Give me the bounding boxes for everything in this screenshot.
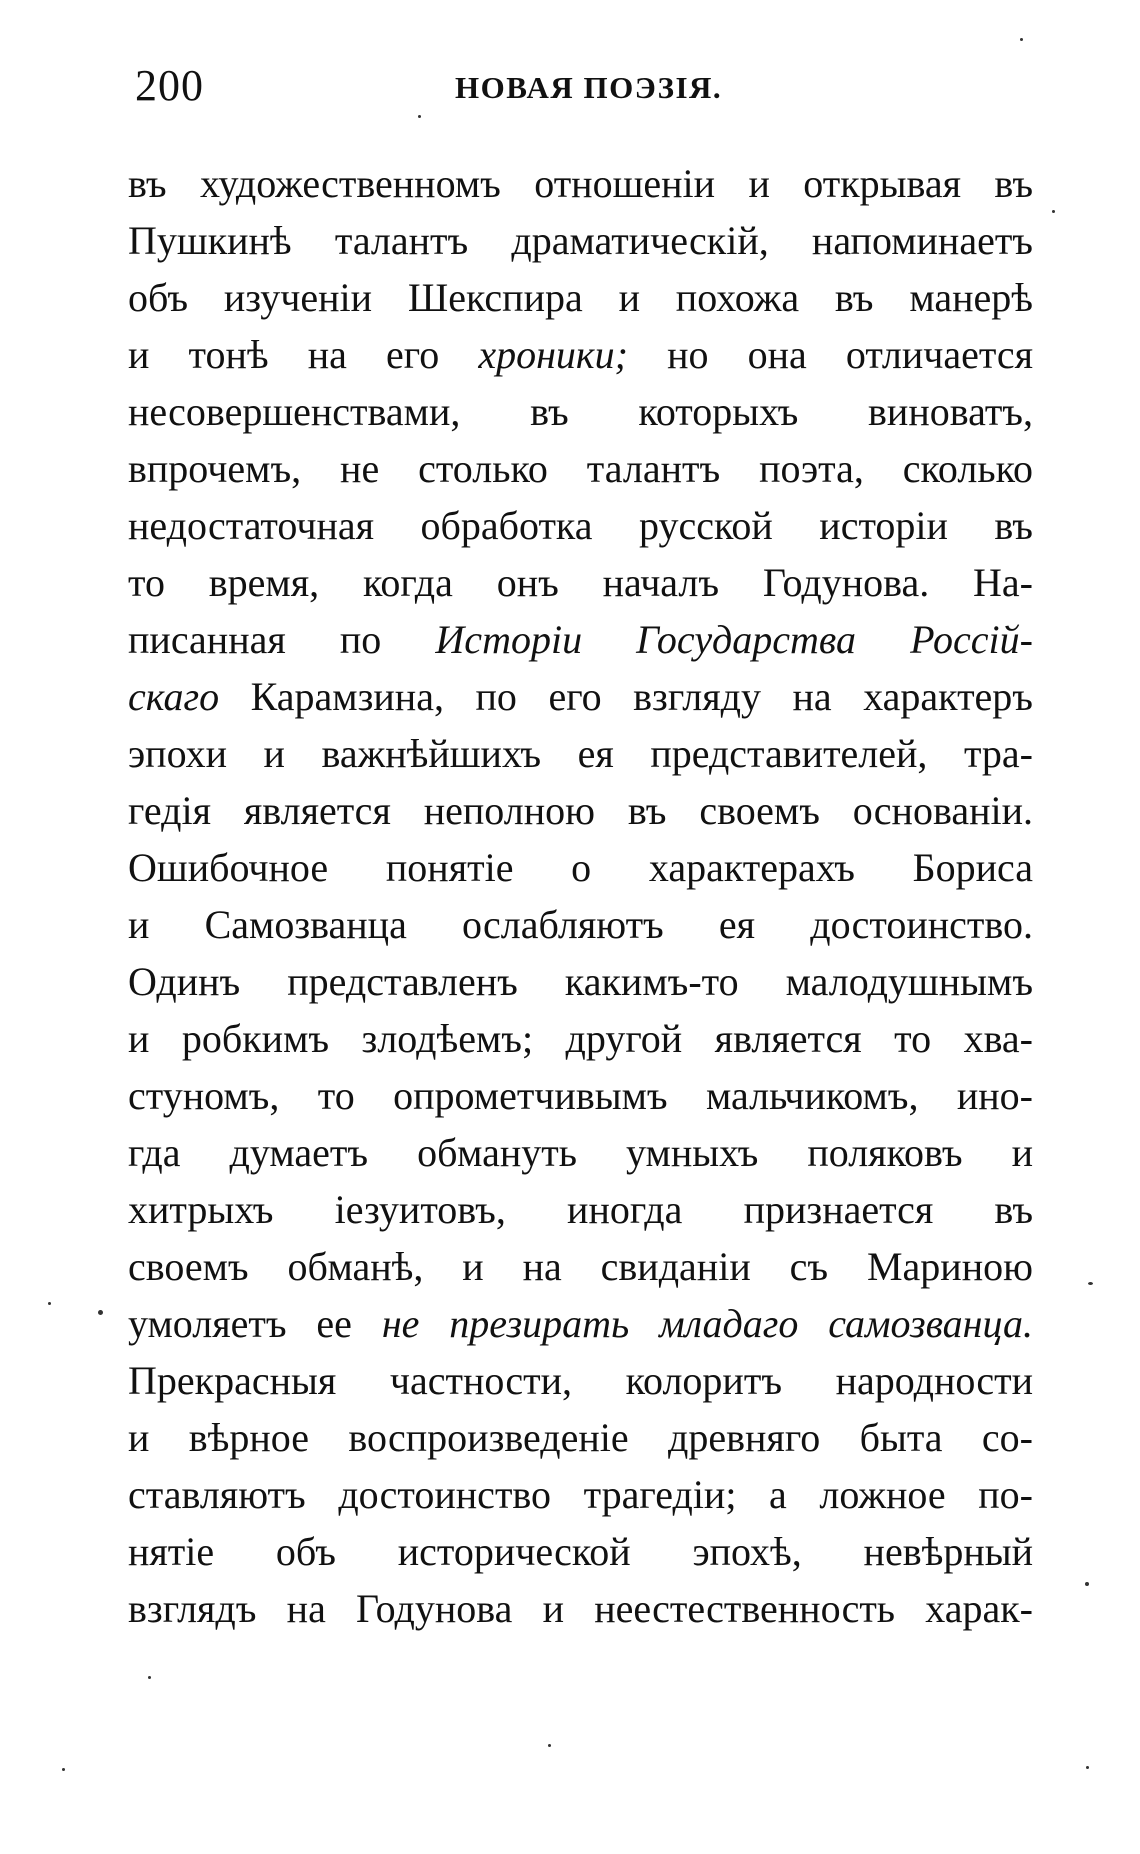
text-segment: стуномъ, то опрометчивымъ мальчикомъ, ино- — [128, 1073, 1033, 1118]
scan-speck — [1020, 38, 1023, 41]
body-text — [128, 155, 1033, 1637]
text-segment: объ изученiи Шекспира и похожа въ манерѣ — [128, 275, 1033, 320]
text-line — [128, 668, 1033, 725]
scan-speck — [548, 1744, 551, 1747]
text-segment: и робкимъ злодѣемъ; другой является то хва- — [128, 1016, 1033, 1061]
text-line — [128, 1466, 1033, 1523]
text-segment: Пушкинѣ талантъ драматическiй, напоминаетъ — [128, 218, 1033, 263]
text-line — [128, 1352, 1033, 1409]
scan-speck — [98, 1310, 103, 1315]
text-line — [128, 383, 1033, 440]
italic-text: Исторiи Государства Россiй- — [435, 617, 1033, 662]
text-line — [128, 782, 1033, 839]
running-title: НОВАЯ ПОЭЗІЯ. — [455, 70, 723, 105]
text-segment: Одинъ представленъ какимъ-то малодушнымъ — [128, 959, 1033, 1004]
text-line — [128, 839, 1033, 896]
text-segment: недостаточная обработка русской исторiи въ — [128, 503, 1033, 548]
italic-text: скаго — [128, 674, 220, 719]
text-line — [128, 554, 1033, 611]
text-line — [128, 1295, 1033, 1352]
text-line — [128, 725, 1033, 782]
text-segment: несовершенствами, въ которыхъ виноватъ, — [128, 389, 1033, 434]
text-line — [128, 269, 1033, 326]
text-line — [128, 1067, 1033, 1124]
scan-speck — [1085, 1582, 1089, 1586]
text-segment: то время, когда онъ началъ Годунова. На- — [128, 560, 1033, 605]
text-segment: хитрыхъ iезуитовъ, иногда признается въ — [128, 1187, 1033, 1232]
scan-speck — [1086, 1766, 1089, 1769]
text-line — [128, 155, 1033, 212]
page-header — [130, 60, 1030, 120]
text-segment: нятiе объ исторической эпохѣ, невѣрный — [128, 1529, 1033, 1574]
text-line — [128, 611, 1033, 668]
scan-speck — [1088, 1282, 1093, 1285]
text-line — [128, 1523, 1033, 1580]
text-line — [128, 1181, 1033, 1238]
text-segment: взглядъ на Годунова и неестественность харак- — [128, 1586, 1033, 1631]
text-segment: впрочемъ, не столько талантъ поэта, сколько — [128, 446, 1033, 491]
text-line — [128, 440, 1033, 497]
text-segment: умоляетъ ее — [128, 1301, 382, 1346]
text-line — [128, 1238, 1033, 1295]
text-segment: гедiя является неполною въ своемъ основанiи. — [128, 788, 1033, 833]
text-segment: писанная по — [128, 617, 436, 662]
scan-speck — [148, 1676, 151, 1679]
scan-speck — [1052, 210, 1055, 213]
text-segment: Карамзина, по его взгляду на характеръ — [219, 674, 1033, 719]
page-number: 200 — [135, 61, 204, 110]
text-line — [128, 1124, 1033, 1181]
text-segment: Ошибочное понятiе о характерахъ Бориса — [128, 845, 1033, 890]
text-line — [128, 896, 1033, 953]
text-line — [128, 326, 1033, 383]
italic-text: хроники; — [478, 332, 628, 377]
scan-speck — [48, 1302, 51, 1305]
scan-speck — [62, 1768, 65, 1771]
text-segment: гда думаетъ обмануть умныхъ поляковъ и — [128, 1130, 1033, 1175]
text-segment: и тонѣ на его — [128, 332, 479, 377]
text-line — [128, 212, 1033, 269]
text-line — [128, 1580, 1033, 1637]
text-segment: эпохи и важнѣйшихъ ея представителей, тра- — [128, 731, 1033, 776]
text-line — [128, 497, 1033, 554]
italic-text: не презирать младаго самозванца. — [381, 1301, 1034, 1346]
text-segment: и Самозванца ослабляютъ ея достоинство. — [128, 902, 1033, 947]
text-segment: Прекрасныя частности, колоритъ народности — [128, 1358, 1033, 1403]
text-segment: но она отличается — [627, 332, 1033, 377]
text-segment: своемъ обманѣ, и на свиданiи съ Мариною — [128, 1244, 1033, 1289]
text-segment: въ художественномъ отношенiи и открывая въ — [128, 161, 1033, 206]
text-line — [128, 953, 1033, 1010]
text-line — [128, 1409, 1033, 1466]
scan-speck — [418, 115, 421, 118]
text-line — [128, 1010, 1033, 1067]
text-segment: ставляютъ достоинство трагедiи; а ложное по- — [128, 1472, 1033, 1517]
text-segment: и вѣрное воспроизведенiе древняго быта со- — [128, 1415, 1033, 1460]
